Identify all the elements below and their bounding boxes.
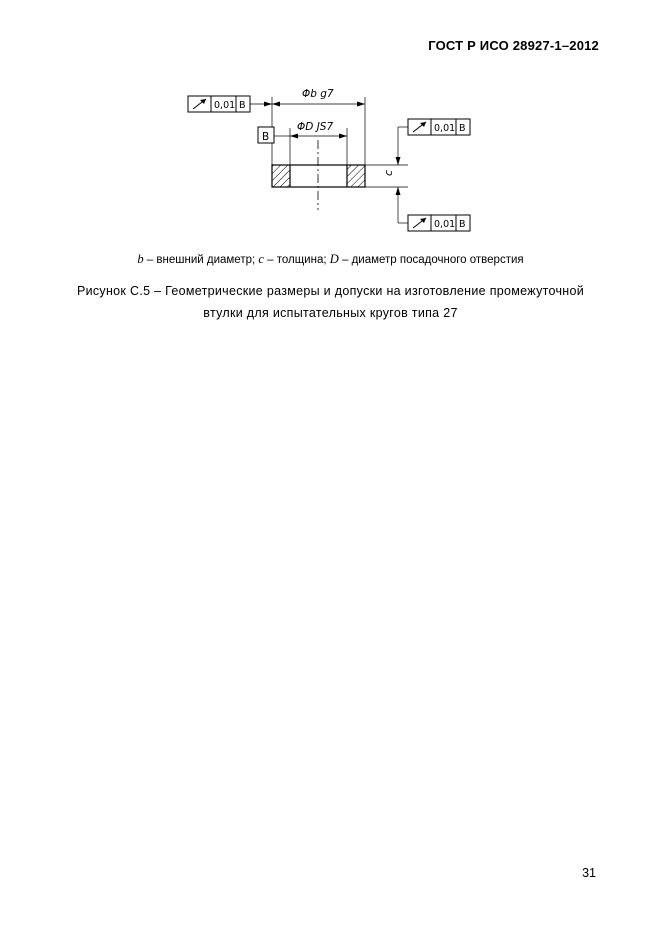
tol-right-bottom-value: 0,01 bbox=[434, 219, 456, 230]
tolerance-frame-right-bottom bbox=[398, 203, 470, 231]
figure-legend bbox=[0, 252, 661, 267]
tol-left-datum: B bbox=[239, 100, 246, 111]
tol-left-value: 0,01 bbox=[214, 100, 236, 111]
dimension-D bbox=[290, 121, 347, 165]
legend-text-b: – внешний диаметр; bbox=[143, 254, 259, 266]
dim-b-label: Φb g7 bbox=[302, 88, 334, 100]
figure-caption bbox=[40, 280, 621, 324]
dim-D-label: ΦD JS7 bbox=[297, 121, 334, 133]
legend-var-b: b bbox=[137, 252, 144, 266]
page-number: 31 bbox=[582, 866, 596, 880]
tolerance-frame-right-top bbox=[398, 119, 470, 150]
caption-line-1: Рисунок С.5 – Геометрические размеры и допуски на изготовление промежуточной bbox=[76, 284, 585, 298]
tolerance-frame-left bbox=[188, 96, 272, 112]
datum-b bbox=[258, 127, 290, 143]
datum-b-label: B bbox=[262, 131, 270, 143]
legend-var-D: D bbox=[329, 252, 339, 266]
legend-text-c: – толщина; bbox=[263, 254, 330, 266]
caption-line-2: втулки для испытательных кругов типа 27 bbox=[203, 306, 458, 320]
tol-right-bottom-datum: B bbox=[459, 219, 466, 230]
legend-var-c: c bbox=[258, 252, 264, 266]
dim-c-label: c bbox=[382, 169, 395, 176]
dimension-c bbox=[365, 150, 408, 203]
tol-right-top-datum: B bbox=[459, 123, 466, 134]
legend-text-D: – диаметр посадочного отверстия bbox=[338, 254, 524, 266]
tol-right-top-value: 0,01 bbox=[434, 123, 456, 134]
standard-header: ГОСТ Р ИСО 28927-1–2012 bbox=[428, 38, 599, 53]
technical-drawing bbox=[0, 0, 661, 250]
bushing-section bbox=[272, 165, 365, 187]
